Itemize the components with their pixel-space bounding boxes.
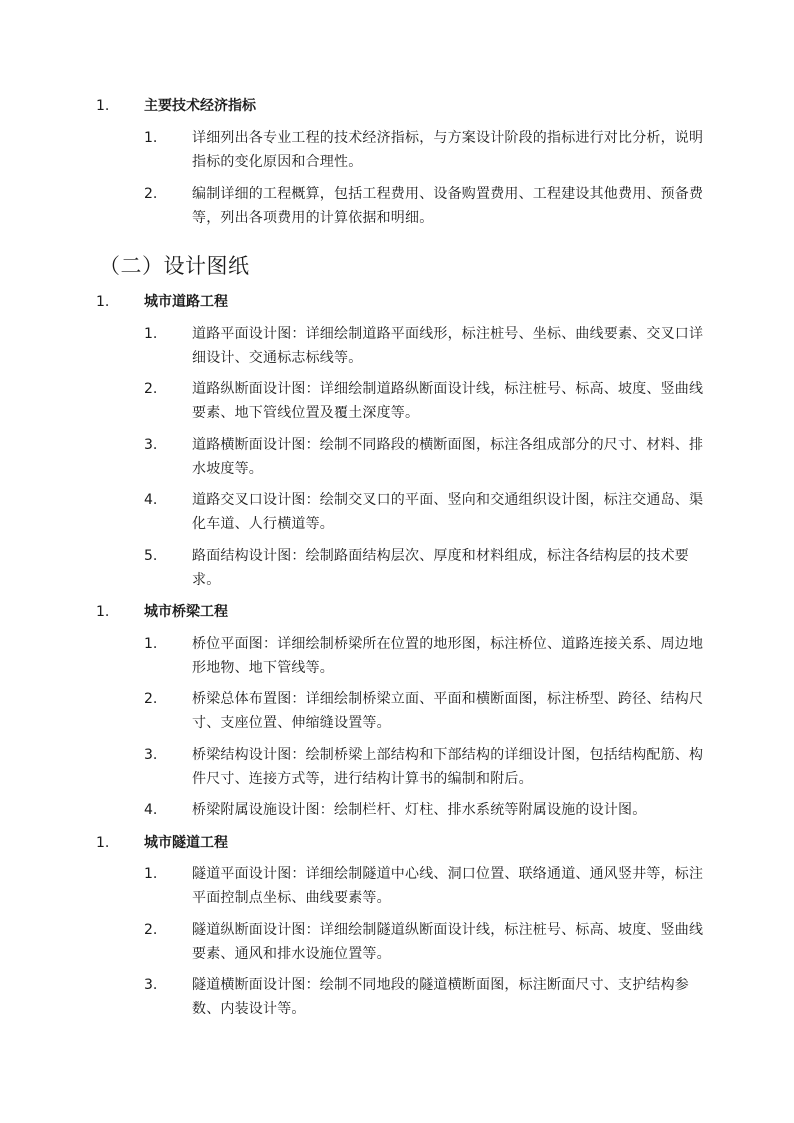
item-number: 3. <box>144 977 158 993</box>
item-text: 桥梁结构设计图：绘制桥梁上部结构和下部结构的详细设计图，包括结构配筋、构件尺寸、连接方式等，进行结构计算书的编制和附后。 <box>192 747 704 787</box>
item-text: 道路平面设计图：详细绘制道路平面线形，标注桩号、坐标、曲线要素、交叉口详细设计、交通标志标线等。 <box>192 326 704 366</box>
item-text: 编制详细的工程概算，包括工程费用、设备购置费用、工程建设其他费用、预备费等，列出各项费用的计算依据和明细。 <box>192 186 704 226</box>
item-number: 5. <box>144 548 158 564</box>
section-title: 城市道路工程 <box>144 294 228 310</box>
item-number: 2. <box>144 691 158 707</box>
item-number: 1. <box>144 636 158 652</box>
item-number: 4. <box>144 802 158 818</box>
section-number: 1. <box>96 294 110 310</box>
item-number: 1. <box>144 866 158 882</box>
item-text: 桥梁附属设施设计图：绘制栏杆、灯柱、排水系统等附属设施的设计图。 <box>192 802 647 818</box>
item-text: 隧道纵断面设计图：详细绘制隧道纵断面设计线，标注桩号、标高、坡度、竖曲线要素、通风和排水设施位置等。 <box>192 922 704 962</box>
item-text: 隧道平面设计图：详细绘制隧道中心线、洞口位置、联络通道、通风竖井等，标注平面控制点坐标、曲线要素等。 <box>192 866 704 906</box>
item-number: 2. <box>144 381 158 397</box>
section-title: 城市隧道工程 <box>144 835 228 851</box>
item-text: 隧道横断面设计图：绘制不同地段的隧道横断面图，标注断面尺寸、支护结构参数、内装设计等。 <box>192 977 689 1017</box>
item-text: 详细列出各专业工程的技术经济指标，与方案设计阶段的指标进行对比分析，说明指标的变化原因和合理性。 <box>192 130 704 170</box>
section-number: 1. <box>96 835 110 851</box>
item-number: 4. <box>144 492 158 508</box>
chapter-heading: （二）设计图纸 <box>99 254 250 278</box>
section-title: 主要技术经济指标 <box>144 98 256 114</box>
item-text: 路面结构设计图：绘制路面结构层次、厚度和材料组成，标注各结构层的技术要求。 <box>192 548 689 588</box>
item-number: 2. <box>144 186 158 202</box>
item-text: 道路纵断面设计图：详细绘制道路纵断面设计线，标注桩号、标高、坡度、竖曲线要素、地下管线位置及覆土深度等。 <box>192 381 704 421</box>
section-number: 1. <box>96 98 110 114</box>
item-text: 桥位平面图：详细绘制桥梁所在位置的地形图，标注桥位、道路连接关系、周边地形地物、地下管线等。 <box>192 636 704 676</box>
item-text: 道路横断面设计图：绘制不同路段的横断面图，标注各组成部分的尺寸、材料、排水坡度等。 <box>192 437 704 477</box>
item-number: 3. <box>144 437 158 453</box>
item-text: 桥梁总体布置图：详细绘制桥梁立面、平面和横断面图，标注桥型、跨径、结构尺寸、支座位置、伸缩缝设置等。 <box>192 691 704 731</box>
item-number: 1. <box>144 326 158 342</box>
item-text: 道路交叉口设计图：绘制交叉口的平面、竖向和交通组织设计图，标注交通岛、渠化车道、人行横道等。 <box>192 492 704 532</box>
item-number: 3. <box>144 747 158 763</box>
section-title: 城市桥梁工程 <box>144 604 228 620</box>
item-number: 2. <box>144 922 158 938</box>
item-number: 1. <box>144 130 158 146</box>
section-number: 1. <box>96 604 110 620</box>
